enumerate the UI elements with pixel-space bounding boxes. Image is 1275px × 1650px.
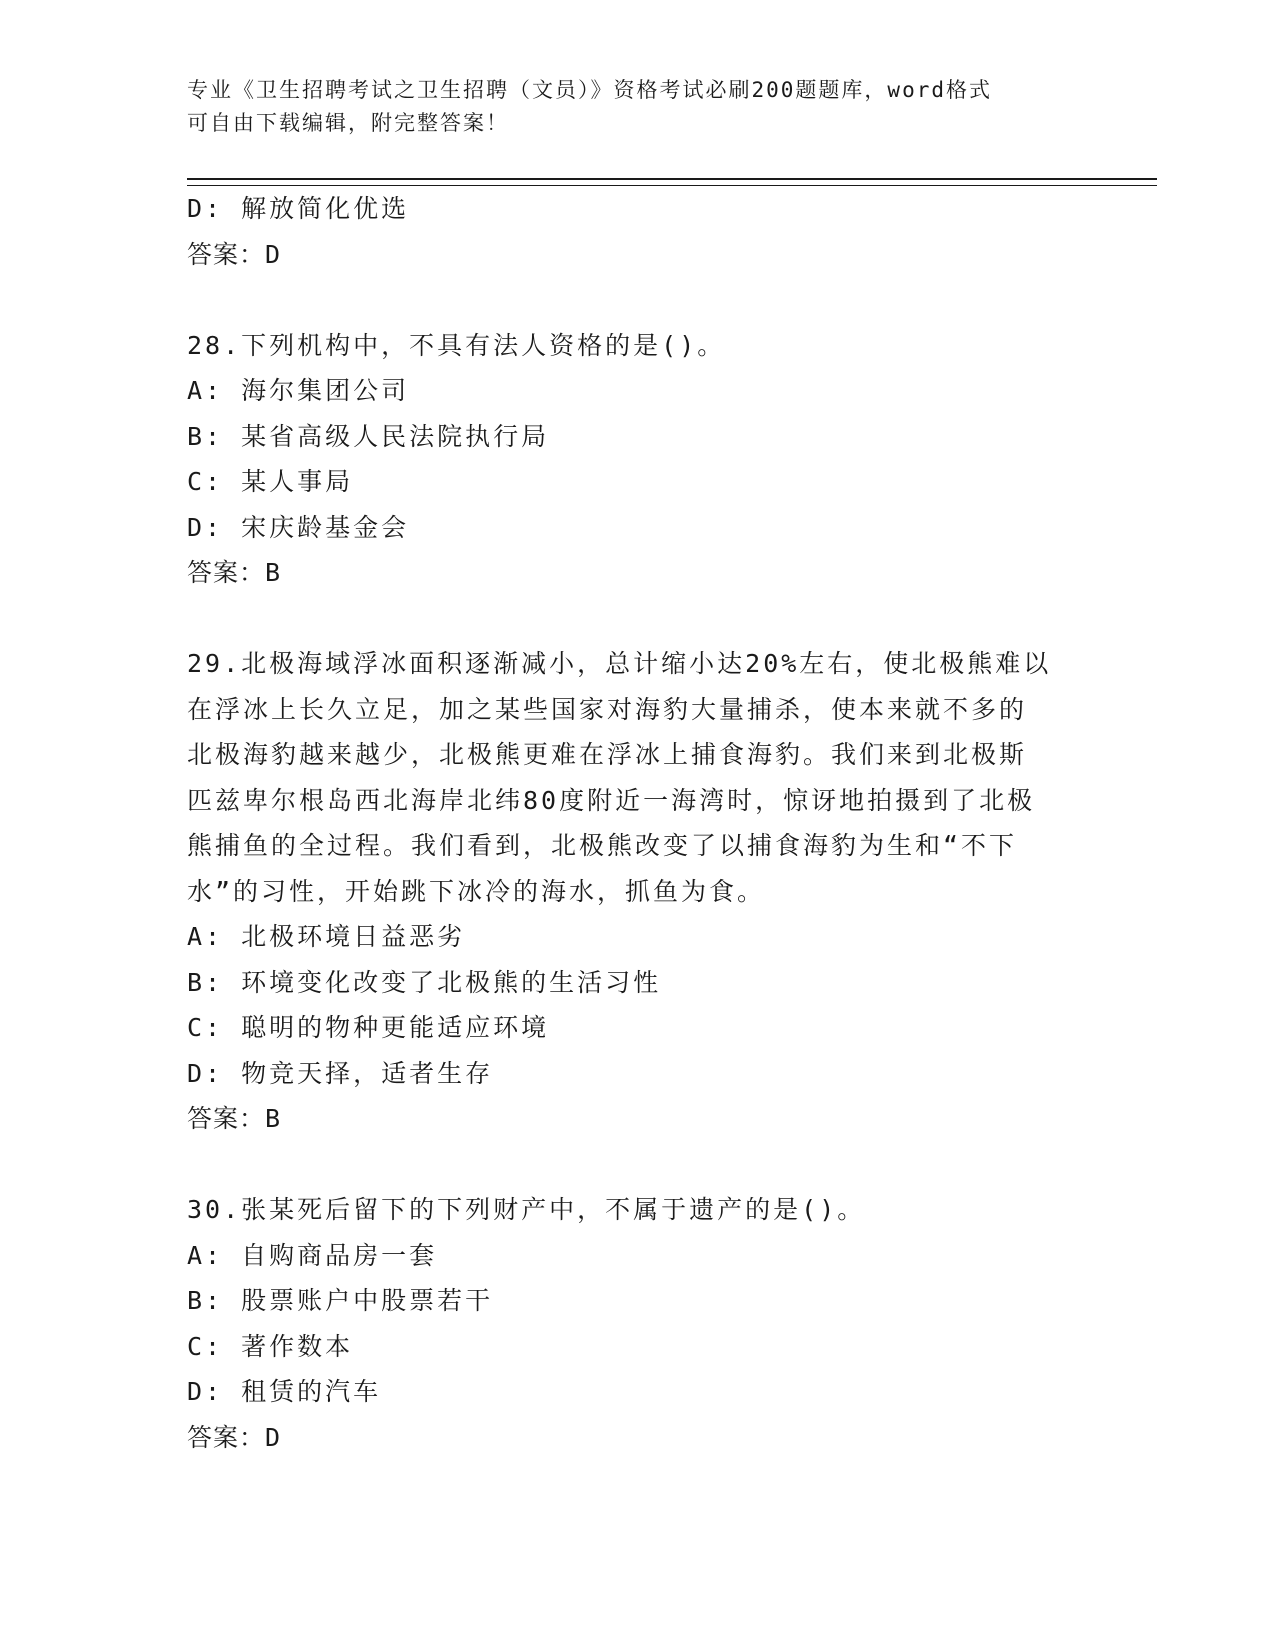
question-stem-line: 水”的习性，开始跳下冰冷的海水，抓鱼为食。 xyxy=(187,876,766,906)
answer-line: 答案：D xyxy=(187,239,282,269)
spacer xyxy=(187,1142,1087,1188)
question-stem: 28.下列机构中，不具有法人资格的是()。 xyxy=(187,330,726,360)
question-stem-line: 北极海豹越来越少，北极熊更难在浮冰上捕食海豹。我们来到北极斯 xyxy=(187,740,1028,769)
option-a: A: 自购商品房一套 xyxy=(187,1240,438,1270)
option-b: B: 环境变化改变了北极熊的生活习性 xyxy=(187,967,662,997)
question-29 xyxy=(187,641,1087,1142)
spacer xyxy=(187,277,1087,323)
option-c: C: 某人事局 xyxy=(187,467,354,496)
question-30 xyxy=(187,1187,1087,1460)
option-a: A: 海尔集团公司 xyxy=(187,376,410,405)
answer-line: 答案：B xyxy=(187,558,282,587)
header-line-1: 专业《卫生招聘考试之卫生招聘（文员）》资格考试必刷200题题库，word格式 xyxy=(187,78,992,102)
option-b: B: 某省高级人民法院执行局 xyxy=(187,421,550,451)
spacer xyxy=(187,596,1087,642)
header-line-2: 可自由下载编辑，附完整答案！ xyxy=(187,111,509,135)
answer-line: 答案：D xyxy=(187,1422,282,1452)
option-d: D: 解放简化优选 xyxy=(187,194,410,223)
document-body xyxy=(187,186,1087,1460)
option-c: C: 聪明的物种更能适应环境 xyxy=(187,1013,550,1042)
option-c: C: 著作数本 xyxy=(187,1331,354,1361)
question-stem-line: 在浮冰上长久立足，加之某些国家对海豹大量捕杀，使本来就不多的 xyxy=(187,694,1028,724)
answer-line: 答案：B xyxy=(187,1104,282,1133)
question-stem-line: 匹兹卑尔根岛西北海岸北纬80度附近一海湾时，惊讶地拍摄到了北极 xyxy=(187,785,1036,815)
option-b: B: 股票账户中股票若干 xyxy=(187,1286,494,1315)
question-stem-line: 29.北极海域浮冰面积逐渐减小，总计缩小达20%左右，使北极熊难以 xyxy=(187,649,1052,678)
document-header xyxy=(187,74,1067,140)
option-d: D: 租赁的汽车 xyxy=(187,1377,382,1406)
question-stem: 30.张某死后留下的下列财产中，不属于遗产的是()。 xyxy=(187,1195,866,1224)
header-divider xyxy=(187,178,1157,186)
option-d: D: 宋庆龄基金会 xyxy=(187,512,410,542)
question-stem-line: 熊捕鱼的全过程。我们看到，北极熊改变了以捕食海豹为生和“不下 xyxy=(187,831,1018,860)
option-d: D: 物竞天择，适者生存 xyxy=(187,1058,494,1088)
option-a: A: 北极环境日益恶劣 xyxy=(187,922,466,951)
question-28 xyxy=(187,323,1087,596)
